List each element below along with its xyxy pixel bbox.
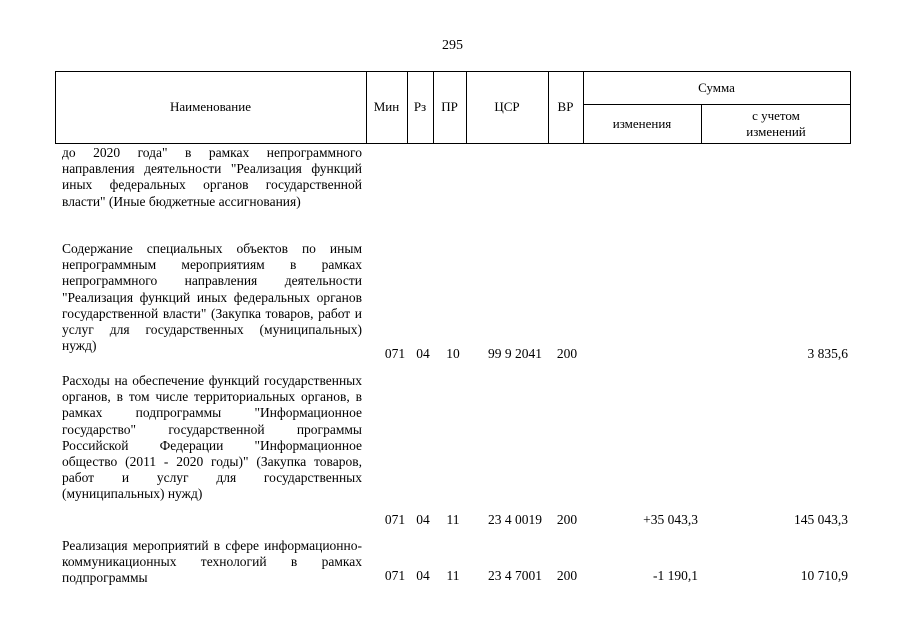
row-rz-1: 04 [416,346,430,361]
header-csr: ЦСР [494,99,520,114]
row-vr-3: 200 [556,568,578,583]
header-sum: Сумма [698,79,735,95]
row-name-2: Расходы на обеспечение функций государственных органов, в том числе территориальных органов, в рамках подпрограммы "Информационное государство" государственной программы Российской Федерации "Информационное общество (2011 - 2020 годы)" (Закупка товаров, работ и услуг для государственных (муниципальных) нужд) [62,373,362,502]
row-csr-2: 23 4 0019 [488,512,542,527]
row-name-0: до 2020 года" в рамках непрограммного направления деятельности "Реализация функций иных федеральных органов государственной власти" (Иные бюджетные ассигнования) [62,145,362,209]
row-total-2: 145 043,3 [794,512,848,527]
row-min-2: 071 [384,512,406,527]
header-pr: ПР [441,99,458,114]
row-csr-1: 99 9 2041 [488,346,542,361]
header-with-change-line1: с учетом [752,108,800,123]
row-min-3: 071 [384,568,406,583]
table-header [55,71,851,144]
header-name: Наименование [170,99,251,114]
page-number: 295 [442,38,463,53]
header-change: изменения [612,116,672,131]
row-name-1: Содержание специальных объектов по иным непрограммным мероприятиям в рамках непрограммного направления деятельности "Реализация функций иных федеральных органов государственной власти" (Закупка товаров, работ и услуг для государственных (муниципальных) нужд) [62,241,362,354]
row-min-1: 071 [384,346,406,361]
row-pr-1: 10 [446,346,460,361]
row-rz-2: 04 [416,512,430,527]
header-rz: Рз [413,99,427,114]
row-vr-2: 200 [556,512,578,527]
header-with-change [702,105,850,143]
row-total-1: 3 835,6 [807,346,848,361]
row-csr-3: 23 4 7001 [488,568,542,583]
header-min: Мин [373,99,400,114]
header-vr: ВР [557,99,574,114]
row-pr-3: 11 [446,568,460,583]
row-change-3: -1 190,1 [653,568,698,583]
row-total-3: 10 710,9 [800,568,848,583]
row-pr-2: 11 [446,512,460,527]
row-rz-3: 04 [416,568,430,583]
row-vr-1: 200 [556,346,578,361]
row-name-3: Реализация мероприятий в сфере информационно-коммуникационных технологий в рамках подпрограммы [62,538,362,586]
row-change-2: +35 043,3 [643,512,698,527]
header-with-change-line2: изменений [746,124,806,139]
